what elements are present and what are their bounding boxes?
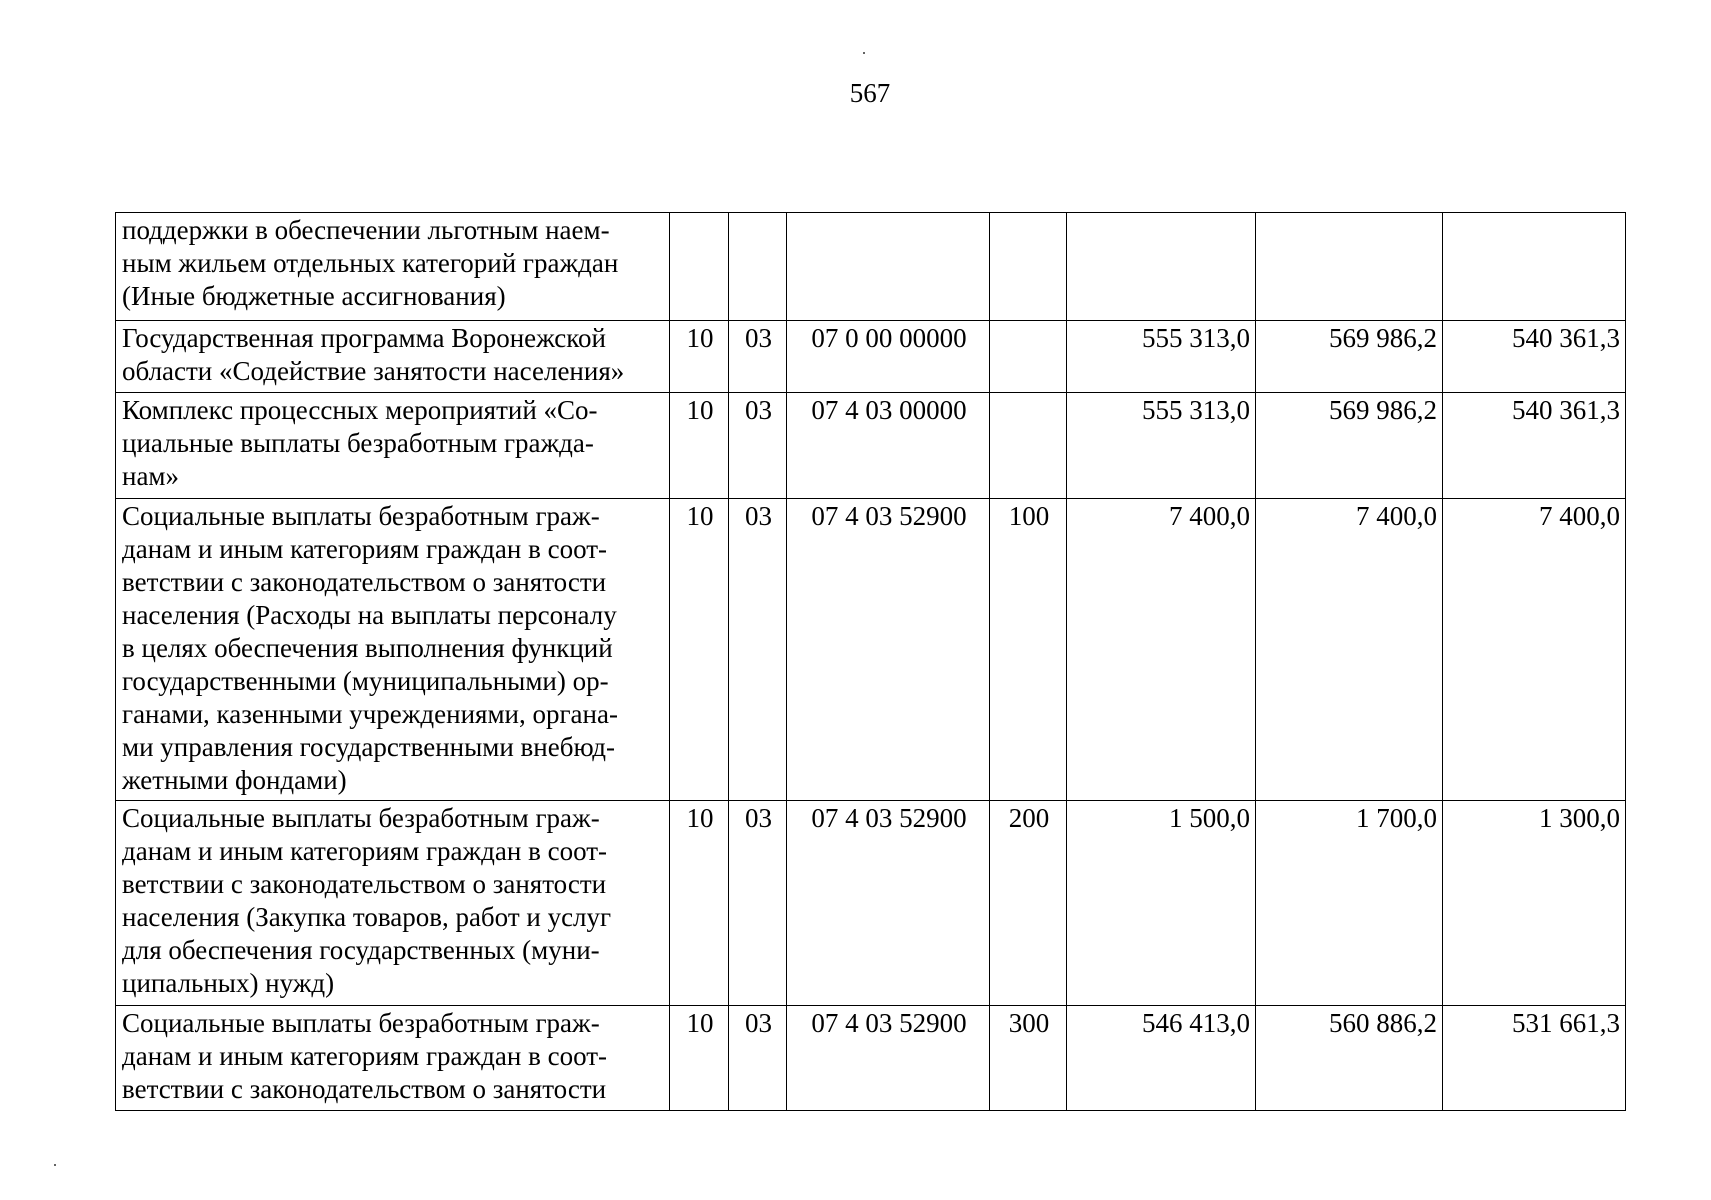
expense-name-line: Государственная программа Воронежской: [122, 323, 606, 353]
expense-name-cell: [116, 393, 670, 499]
target-article-cell: 07 4 03 00000: [787, 393, 990, 499]
expense-name-line: ветствии с законодательством о занятости: [122, 1074, 607, 1104]
expense-name-line: жетными фондами): [122, 765, 347, 795]
expense-name-line: данам и иным категориям граждан в соот-: [122, 1041, 607, 1071]
amount-year1-cell: 555 313,0: [1067, 393, 1256, 499]
subsection-cell: 03: [729, 1006, 787, 1111]
expense-name-line: ным жильем отдельных категорий граждан: [122, 248, 619, 278]
subsection-cell: 03: [729, 393, 787, 499]
target-article-cell: [787, 213, 990, 321]
amount-year2-cell: [1256, 213, 1443, 321]
amount-year3-cell: 540 361,3: [1443, 321, 1626, 393]
amount-year3-cell: [1443, 213, 1626, 321]
expense-name-line: нам»: [122, 461, 180, 491]
amount-year2-cell: 569 986,2: [1256, 321, 1443, 393]
expense-name-line: (Иные бюджетные ассигнования): [122, 281, 506, 311]
expense-name-line: населения (Расходы на выплаты персоналу: [122, 600, 617, 630]
target-article-cell: 07 0 00 00000: [787, 321, 990, 393]
expense-name-cell: [116, 321, 670, 393]
expense-type-cell: 300: [990, 1006, 1067, 1111]
expense-name-line: Социальные выплаты безработным граж-: [122, 1008, 600, 1038]
expense-name-line: в целях обеспечения выполнения функций: [122, 633, 613, 663]
expense-name-line: ветствии с законодательством о занятости: [122, 869, 607, 899]
amount-year3-cell: 1 300,0: [1443, 801, 1626, 1006]
expense-name-line: государственными (муниципальными) ор-: [122, 666, 609, 696]
expense-name-line: ветствии с законодательством о занятости: [122, 567, 607, 597]
section-cell: 10: [670, 393, 729, 499]
expense-name-line: ми управления государственными внебюд-: [122, 732, 615, 762]
section-cell: 10: [670, 499, 729, 801]
expense-name-line: данам и иным категориям граждан в соот-: [122, 836, 607, 866]
expense-name-line: Социальные выплаты безработным граж-: [122, 501, 600, 531]
budget-allocation-table: [115, 212, 1626, 1111]
expense-name-line: населения (Закупка товаров, работ и услуг: [122, 902, 612, 932]
expense-name-line: ганами, казенными учреждениями, органа-: [122, 699, 618, 729]
subsection-cell: [729, 213, 787, 321]
scan-speck: [54, 1164, 56, 1166]
expense-name-line: ципальных) нужд): [122, 968, 335, 998]
expense-name-cell: [116, 1006, 670, 1111]
section-cell: 10: [670, 321, 729, 393]
expense-type-cell: 100: [990, 499, 1067, 801]
expense-name-line: поддержки в обеспечении льготным наем-: [122, 215, 610, 245]
section-cell: 10: [670, 1006, 729, 1111]
expense-name-line: Комплекс процессных мероприятий «Со-: [122, 395, 598, 425]
expense-type-cell: 200: [990, 801, 1067, 1006]
section-cell: 10: [670, 801, 729, 1006]
amount-year3-cell: 7 400,0: [1443, 499, 1626, 801]
table-row: [116, 213, 1626, 321]
expense-name-line: Социальные выплаты безработным граж-: [122, 803, 600, 833]
expense-name-cell: [116, 499, 670, 801]
amount-year1-cell: 1 500,0: [1067, 801, 1256, 1006]
page-number: 567: [849, 78, 891, 108]
subsection-cell: 03: [729, 801, 787, 1006]
amount-year1-cell: 555 313,0: [1067, 321, 1256, 393]
amount-year1-cell: [1067, 213, 1256, 321]
section-cell: [670, 213, 729, 321]
table-row: [116, 393, 1626, 499]
expense-type-cell: [990, 393, 1067, 499]
expense-name-line: для обеспечения государственных (муни-: [122, 935, 600, 965]
expense-name-line: данам и иным категориям граждан в соот-: [122, 534, 607, 564]
subsection-cell: 03: [729, 321, 787, 393]
target-article-cell: 07 4 03 52900: [787, 1006, 990, 1111]
table-row: [116, 1006, 1626, 1111]
expense-name-line: циальные выплаты безработным гражда-: [122, 428, 594, 458]
target-article-cell: 07 4 03 52900: [787, 499, 990, 801]
expense-name-cell: [116, 213, 670, 321]
amount-year1-cell: 7 400,0: [1067, 499, 1256, 801]
amount-year3-cell: 540 361,3: [1443, 393, 1626, 499]
table-row: [116, 499, 1626, 801]
expense-type-cell: [990, 213, 1067, 321]
amount-year2-cell: 7 400,0: [1256, 499, 1443, 801]
amount-year3-cell: 531 661,3: [1443, 1006, 1626, 1111]
scan-speck: [863, 52, 865, 54]
table-row: [116, 321, 1626, 393]
subsection-cell: 03: [729, 499, 787, 801]
expense-type-cell: [990, 321, 1067, 393]
amount-year1-cell: 546 413,0: [1067, 1006, 1256, 1111]
target-article-cell: 07 4 03 52900: [787, 801, 990, 1006]
expense-name-line: области «Содействие занятости населения»: [122, 356, 625, 386]
amount-year2-cell: 560 886,2: [1256, 1006, 1443, 1111]
amount-year2-cell: 1 700,0: [1256, 801, 1443, 1006]
amount-year2-cell: 569 986,2: [1256, 393, 1443, 499]
expense-name-cell: [116, 801, 670, 1006]
table-row: [116, 801, 1626, 1006]
